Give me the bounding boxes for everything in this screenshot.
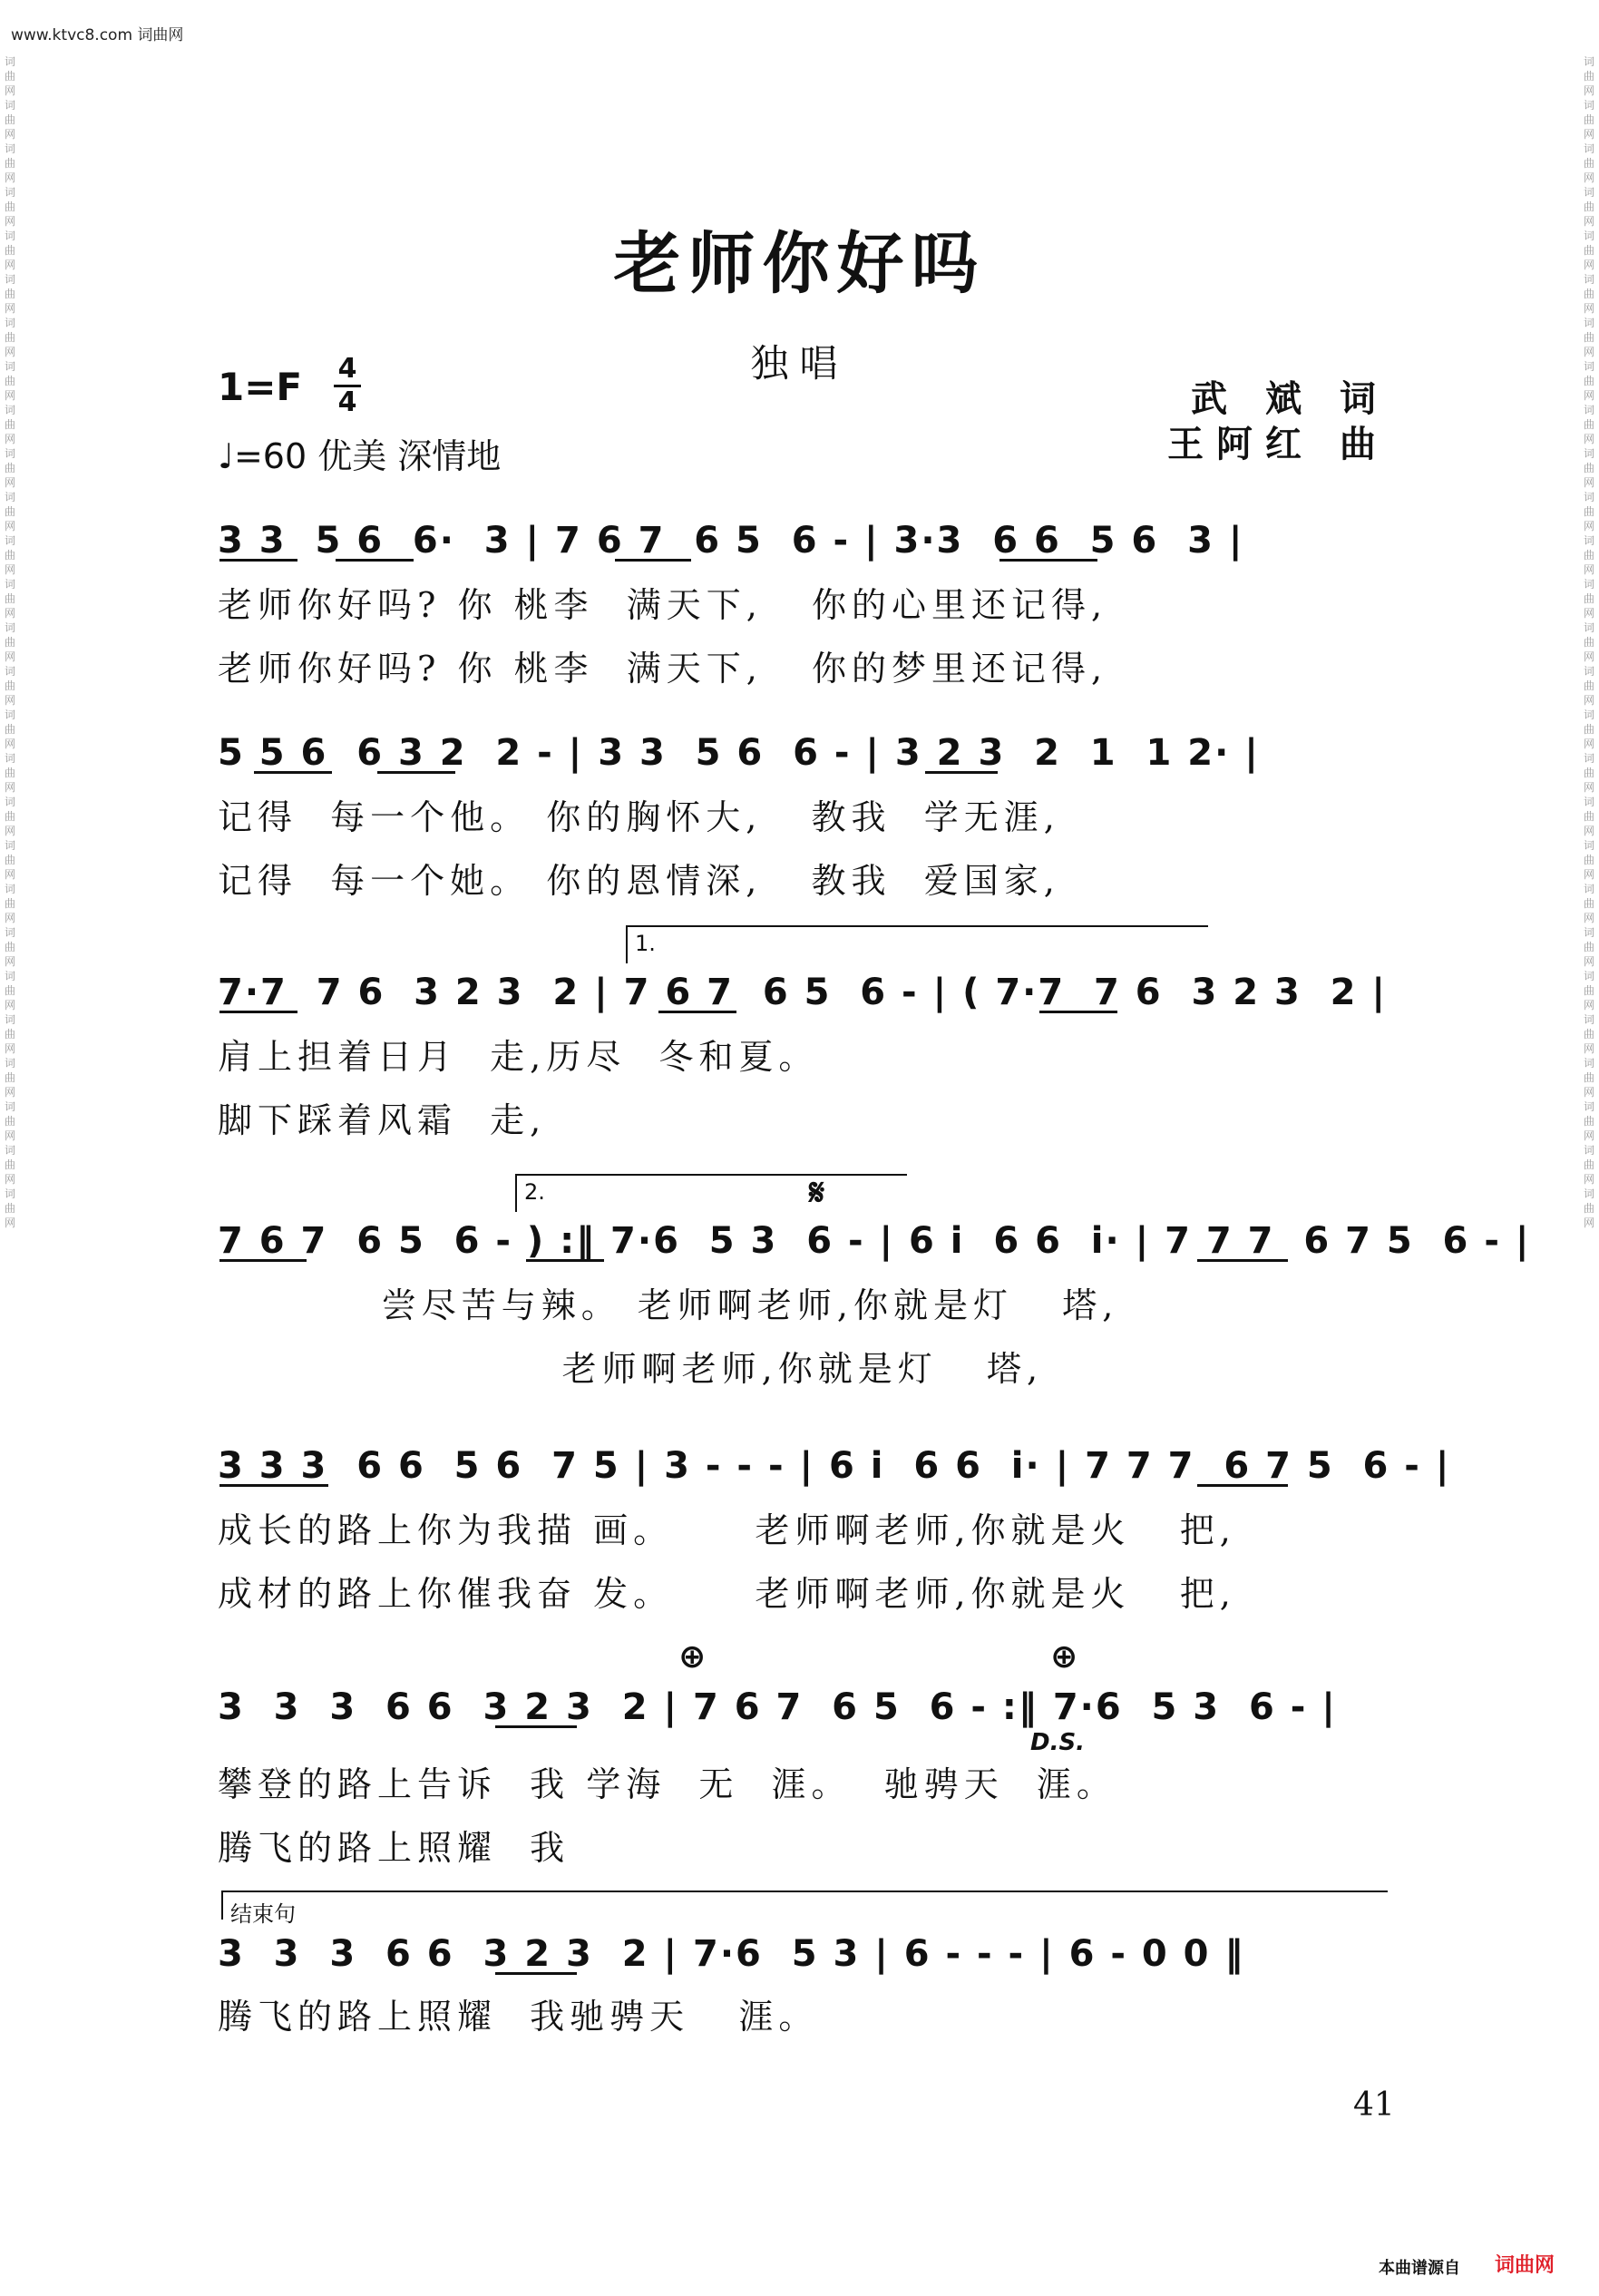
notation-line: 3 3 3 6 6 5 6 7 5 | 3 - - - | 6 i 6 6 i· | 7 7 7 6 7 5 6 - | xyxy=(218,1445,1451,1487)
ending-label: 结束句 xyxy=(230,1901,296,1927)
side-watermark-left: 词曲网词曲网词曲网词曲网词曲网词曲网词曲网词曲网词曲网词曲网词曲网词曲网词曲网词曲网词曲网词曲网词曲网词曲网词曲网词曲网词曲网词曲网词曲网词曲网词曲网词曲网词曲网 xyxy=(4,55,15,1229)
song-title: 老师你好吗 xyxy=(613,225,986,303)
notation-line: 3 3 5 6 6· 3 | 7 6 7 6 5 6 - | 3·3 6 6 5 6 3 | xyxy=(218,520,1244,562)
lyricist-credit: 武 斌 词 xyxy=(1191,378,1389,420)
score-system-7 xyxy=(218,1887,1389,2059)
time-bottom: 4 xyxy=(337,386,357,418)
lyric-verse-1: 尝尽苦与辣。 老师啊老师,你就是灯 塔, xyxy=(218,1285,1119,1325)
coda-sign-icon: ⊕ xyxy=(678,1638,707,1676)
lyric-verse-2: 脚下踩着风霜 走, xyxy=(218,1100,547,1140)
tempo-marking xyxy=(218,428,501,478)
lyric-verse-1: 成长的路上你为我描 画。 老师啊老师,你就是火 把, xyxy=(218,1510,1236,1550)
lyric-verse-1: 肩上担着日月 走,历尽 冬和夏。 xyxy=(218,1037,819,1077)
score-system-5 xyxy=(218,1439,1451,1620)
tempo-text: =60 优美 深情地 xyxy=(233,436,502,476)
song-subtitle: 独唱 xyxy=(750,341,849,386)
score-system-3 xyxy=(218,923,1389,1150)
lyric-verse-1: 记得 每一个他。 你的胸怀大, 教我 学无涯, xyxy=(218,797,1060,837)
volta-1-bracket xyxy=(626,925,1208,963)
notation-line: 3 3 3 6 6 3 2 3 2 | 7·6 5 3 | 6 - - - | 6 - 0 0 ‖ xyxy=(218,1933,1245,1975)
composer-credit: 王阿红 曲 xyxy=(1167,424,1389,465)
notation-line: 7 6 7 6 5 6 - ) :‖ 7·6 5 3 6 - | 6 i 6 6 i· | 7 7 7 6 7 5 6 - | xyxy=(218,1220,1531,1262)
notation-line: 5 5 6 6 3 2 2 - | 3 3 5 6 6 - | 3 2 3 2 1 1 2· | xyxy=(218,732,1260,774)
footer-logo: 词曲网 xyxy=(1495,2254,1555,2277)
score-system-1 xyxy=(218,513,1389,695)
lyric-line: 腾飞的路上照耀 我驰骋天 涯。 xyxy=(218,1997,819,2037)
footer-source-text: 本曲谱源自 xyxy=(1379,2259,1460,2278)
lyric-verse-2: 老师你好吗? 你 桃李 满天下, 你的梦里还记得, xyxy=(218,649,1108,689)
lyric-verse-2: 腾飞的路上照耀 我 xyxy=(218,1828,570,1868)
notation-line: 7·7 7 6 3 2 3 2 | 7 6 7 6 5 6 - | ( 7·7 7 6 3 2 3 2 | xyxy=(218,972,1388,1013)
lyric-verse-2: 老师啊老师,你就是灯 塔, xyxy=(218,1349,1044,1389)
score-system-4 xyxy=(218,1172,1531,1399)
segno-sign-icon: 𝄋 xyxy=(809,1172,825,1214)
side-watermark-right: 词曲网词曲网词曲网词曲网词曲网词曲网词曲网词曲网词曲网词曲网词曲网词曲网词曲网词曲网词曲网词曲网词曲网词曲网词曲网词曲网词曲网词曲网词曲网词曲网词曲网词曲网词曲网 xyxy=(1583,55,1594,1229)
time-top: 4 xyxy=(337,353,357,385)
key-signature: 1=F xyxy=(218,365,303,409)
ending-bracket xyxy=(221,1891,1388,1927)
score-system-6 xyxy=(218,1638,1389,1868)
volta-2-bracket xyxy=(515,1174,907,1212)
quarter-note-icon: ♩ xyxy=(218,436,234,476)
notation-line: 3 3 3 6 6 3 2 3 2 | 7 6 7 6 5 6 - :‖ 7·6 5 3 6 - | xyxy=(218,1686,1337,1728)
page-number: 41 xyxy=(1353,2086,1395,2124)
lyric-verse-2: 记得 每一个她。 你的恩情深, 教我 爱国家, xyxy=(218,861,1060,901)
site-watermark: www.ktvc8.com 词曲网 xyxy=(11,26,184,44)
volta-1-label: 1. xyxy=(635,931,656,956)
time-signature xyxy=(334,353,361,418)
lyric-verse-1: 攀登的路上告诉 我 学海 无 涯。 驰骋天 涯。 xyxy=(218,1764,1116,1804)
ds-marking: D.S. xyxy=(1030,1729,1086,1756)
lyric-verse-1: 老师你好吗? 你 桃李 满天下, 你的心里还记得, xyxy=(218,585,1108,625)
volta-2-label: 2. xyxy=(524,1179,545,1205)
score-system-2 xyxy=(218,726,1389,907)
lyric-verse-2: 成材的路上你催我奋 发。 老师啊老师,你就是火 把, xyxy=(218,1574,1236,1614)
coda-sign-icon: ⊕ xyxy=(1050,1638,1078,1676)
